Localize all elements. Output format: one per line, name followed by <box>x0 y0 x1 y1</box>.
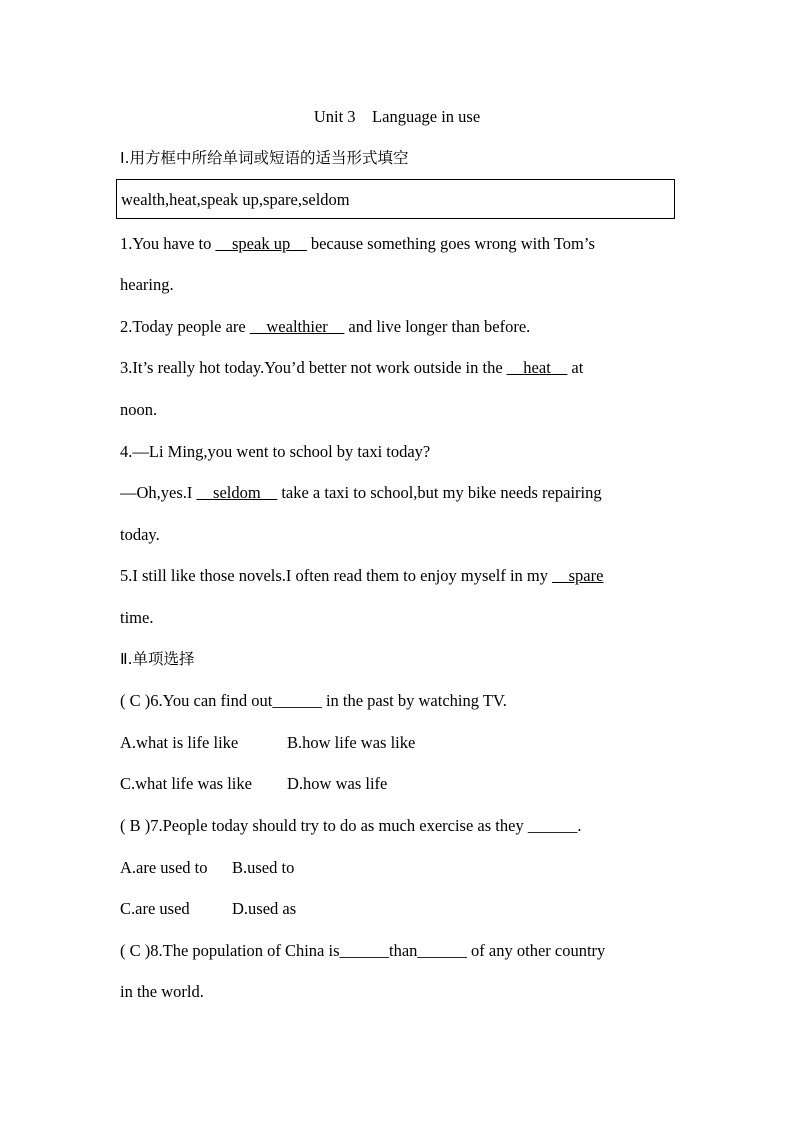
q5-pre: 5.I still like those novels.I often read them to enjoy myself in my <box>120 566 553 585</box>
q6-option-a: A.what is life like <box>120 733 239 752</box>
question-7-options-ab <box>120 858 294 878</box>
question-3-continued: noon. <box>120 400 158 419</box>
q3-post: at <box>567 358 584 377</box>
question-7-options-cd <box>120 899 296 919</box>
q7-option-d: D.used as <box>232 899 297 918</box>
question-2 <box>120 317 530 337</box>
q7-option-a: A.are used to <box>120 858 208 877</box>
q7-option-b: B.used to <box>232 858 295 877</box>
q1-post: because something goes wrong with Tom’s <box>306 234 595 253</box>
word-box <box>116 179 675 219</box>
word-box-text: wealth,heat,speak up,spare,seldom <box>121 190 350 209</box>
section-2-heading: Ⅱ.单项选择 <box>120 650 195 668</box>
question-4-line-2 <box>120 483 602 503</box>
q1-pre: 1.You have to <box>120 234 216 253</box>
question-8-stem: ( C )8.The population of China is______than______ of any other country <box>120 941 606 960</box>
question-3 <box>120 358 583 378</box>
question-7-stem: ( B )7.People today should try to do as much exercise as they ______. <box>120 816 582 835</box>
section-1-heading: Ⅰ.用方框中所给单词或短语的适当形式填空 <box>120 149 409 167</box>
q5-answer: __spare <box>552 566 604 585</box>
q4-pre: —Oh,yes.I <box>120 483 197 502</box>
page-title: Unit 3 Language in use <box>313 107 481 126</box>
q7-option-c: C.are used <box>120 899 190 918</box>
question-5 <box>120 566 603 586</box>
q3-pre: 3.It’s really hot today.You’d better not work outside in the <box>120 358 507 377</box>
q3-answer: __heat__ <box>506 358 568 377</box>
q6-option-d: D.how was life <box>287 774 388 793</box>
q2-pre: 2.Today people are <box>120 317 250 336</box>
q6-option-b: B.how life was like <box>287 733 416 752</box>
question-1 <box>120 234 595 254</box>
question-8-continued: in the world. <box>120 982 204 1001</box>
question-5-continued: time. <box>120 608 154 627</box>
q4-post: take a taxi to school,but my bike needs repairing <box>277 483 602 502</box>
q6-option-c: C.what life was like <box>120 774 252 793</box>
question-4-continued: today. <box>120 525 160 544</box>
question-6-options-ab <box>120 733 415 753</box>
question-6-stem: ( C )6.You can find out______ in the past by watching TV. <box>120 691 507 710</box>
q2-post: and live longer than before. <box>344 317 531 336</box>
question-6-options-cd <box>120 774 387 794</box>
q4-answer: __seldom__ <box>196 483 278 502</box>
question-1-continued: hearing. <box>120 275 174 294</box>
q1-answer: __speak up__ <box>215 234 307 253</box>
q2-answer: __wealthier__ <box>249 317 345 336</box>
question-4-line-1: 4.—Li Ming,you went to school by taxi today? <box>120 442 431 461</box>
